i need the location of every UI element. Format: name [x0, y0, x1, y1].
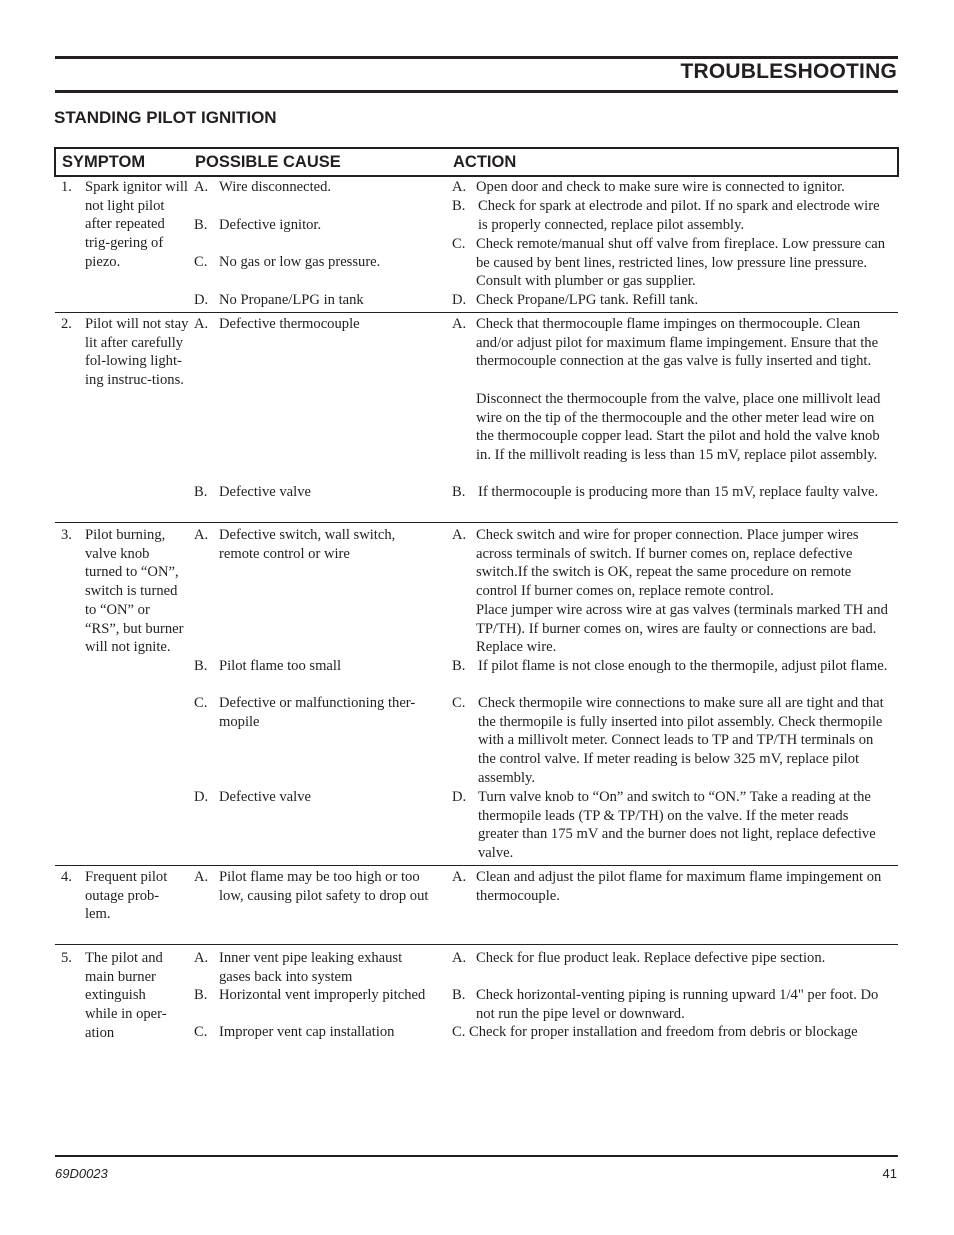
symptom-number: 5.: [61, 950, 72, 966]
row-divider: [55, 312, 898, 313]
symptom-text: The pilot and main burner extinguish while in oper-ation: [85, 950, 167, 1041]
document-number: 69D0023: [55, 1166, 108, 1181]
symptom-number: 4.: [61, 869, 72, 885]
symptom-text: Pilot burning, valve knob turned to “ON”, switch is turned to “ON” or “RS”, but burner will not ignite.: [85, 527, 184, 656]
symptom-text: Pilot will not stay lit after carefully fol-lowing light-ing instruc-tions.: [85, 316, 189, 389]
title-rule: [55, 90, 898, 93]
column-header-possible-cause: POSSIBLE CAUSE: [195, 153, 341, 171]
column-header-action: ACTION: [453, 153, 517, 171]
symptom-text: Frequent pilot outage prob-lem.: [85, 869, 168, 923]
symptom-text: Spark ignitor will not light pilot after repeated trig-gering of piezo.: [85, 179, 188, 270]
footer-rule: [55, 1155, 898, 1157]
page-number: 41: [882, 1166, 897, 1181]
page-title: TROUBLESHOOTING: [680, 60, 897, 83]
symptom-number: 1.: [61, 179, 72, 195]
symptom-number: 3.: [61, 527, 72, 543]
section-title: STANDING PILOT IGNITION: [54, 108, 277, 127]
symptom-number: 2.: [61, 316, 72, 332]
row-divider: [55, 865, 898, 866]
table-header: [54, 147, 899, 177]
row-divider: [55, 944, 898, 945]
top-rule: [55, 56, 898, 59]
row-divider: [55, 522, 898, 523]
column-header-symptom: SYMPTOM: [62, 153, 146, 171]
